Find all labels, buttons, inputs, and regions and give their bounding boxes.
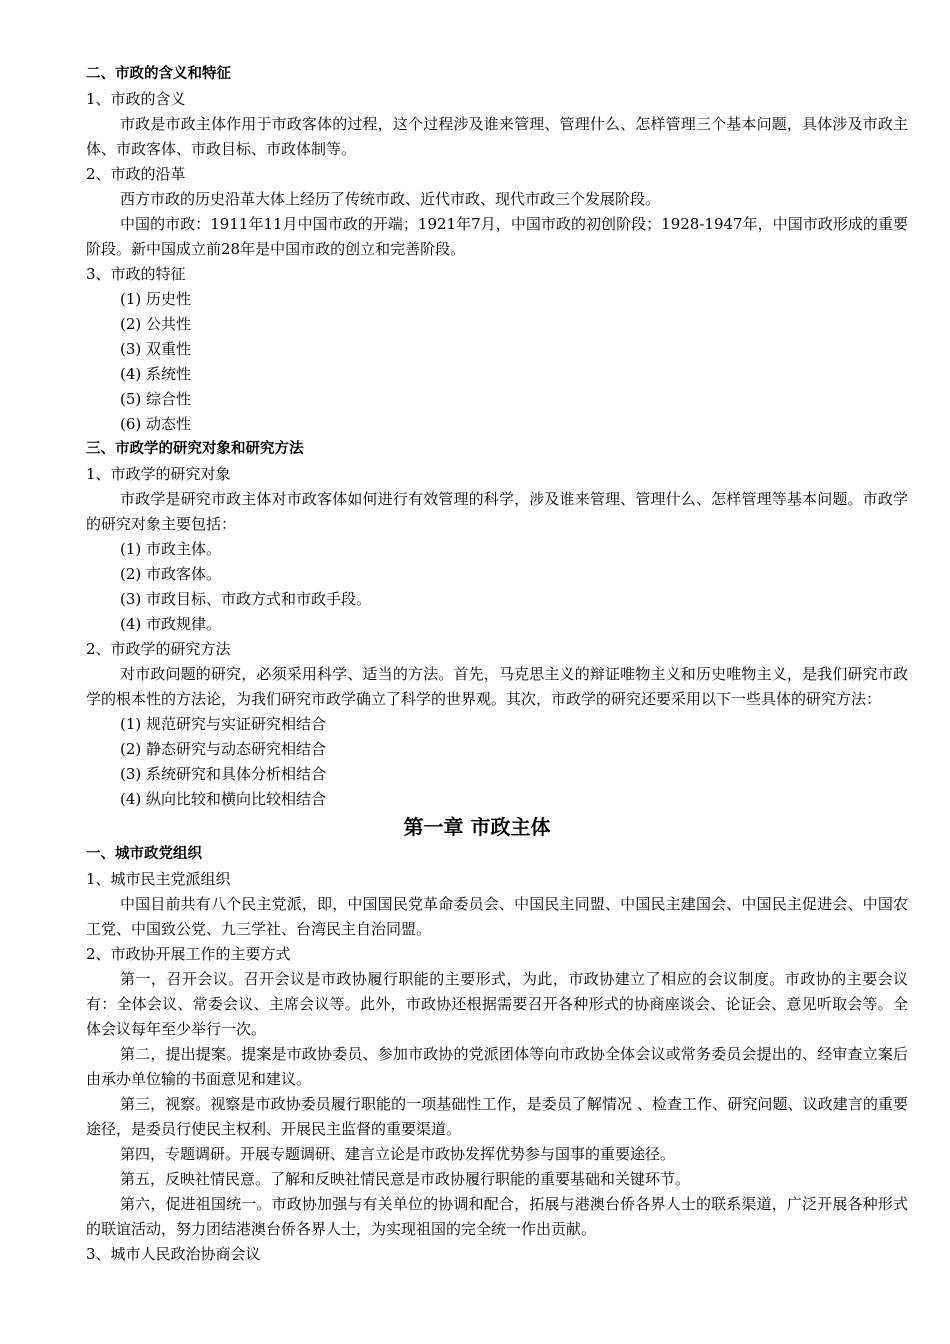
subsection-title: 1、市政学的研究对象 [86, 465, 231, 483]
list-item: (4) 市政规律。 [120, 615, 222, 633]
subsection-title: 1、城市民主党派组织 [86, 870, 231, 888]
list-item: (4) 纵向比较和横向比较相结合 [120, 790, 327, 808]
section-heading: 二、市政的含义和特征 [86, 66, 231, 82]
section-heading: 一、城市政党组织 [86, 846, 202, 862]
subsection-title: 2、市政学的研究方法 [86, 640, 231, 658]
list-item: (1) 市政主体。 [120, 540, 222, 558]
subsection-title: 2、市政协开展工作的主要方式 [86, 945, 291, 963]
subsection-title: 3、市政的特征 [86, 265, 186, 283]
paragraph: 对市政问题的研究，必须采用科学、适当的方法。首先，马克思主义的辩证唯物主义和历史唯物主义，是我们研究市政学的根本性的方法论，为我们研究市政学确立了科学的世界观。其次，市政学的研究还要采用以下一些具体的研究方法： [86, 665, 908, 708]
document-page [86, 62, 908, 1267]
paragraph: 中国的市政：1911年11月中国市政的开端；1921年7月，中国市政的初创阶段；1928-1947年，中国市政形成的重要阶段。新中国成立前28年是中国市政的创立和完善阶段。 [86, 215, 908, 258]
paragraph: 第六，促进祖国统一。市政协加强与有关单位的协调和配合，拓展与港澳台侨各界人士的联系渠道，广泛开展各种形式的联谊活动，努力团结港澳台侨各界人士，为实现祖国的完全统一作出贡献。 [86, 1195, 908, 1238]
list-item: (4) 系统性 [120, 365, 192, 383]
paragraph: 第一，召开会议。召开会议是市政协履行职能的主要形式，为此，市政协建立了相应的会议制度。市政协的主要会议有：全体会议、常委会议、主席会议等。此外，市政协还根据需要召开各种形式的协商座谈会、论证会、意见听取会等。全体会议每年至少举行一次。 [86, 970, 908, 1038]
paragraph: 第四，专题调研。开展专题调研、建言立论是市政协发挥优势参与国事的重要途径。 [120, 1145, 676, 1163]
list-item: (2) 公共性 [120, 315, 192, 333]
paragraph: 市政是市政主体作用于市政客体的过程，这个过程涉及谁来管理、管理什么、怎样管理三个基本问题，具体涉及市政主体、市政客体、市政目标、市政体制等。 [86, 115, 908, 158]
list-item: (2) 市政客体。 [120, 565, 222, 583]
list-item: (2) 静态研究与动态研究相结合 [120, 740, 327, 758]
paragraph: 第三，视察。视察是市政协委员履行职能的一项基础性工作，是委员了解情况 、检查工作、研究问题、议政建言的重要途径，是委员行使民主权利、开展民主监督的重要渠道。 [86, 1095, 908, 1138]
list-item: (5) 综合性 [120, 390, 192, 408]
subsection-title: 1、市政的含义 [86, 90, 186, 108]
paragraph: 第二，提出提案。提案是市政协委员、参加市政协的党派团体等向市政协全体会议或常务委员会提出的、经审查立案后由承办单位输的书面意见和建议。 [86, 1045, 908, 1088]
list-item: (3) 双重性 [120, 340, 192, 358]
chapter-title: 第一章 市政主体 [403, 815, 551, 839]
paragraph: 市政学是研究市政主体对市政客体如何进行有效管理的科学，涉及谁来管理、管理什么、怎样管理等基本问题。市政学的研究对象主要包括： [86, 490, 908, 533]
list-item: (6) 动态性 [120, 415, 192, 433]
paragraph: 中国目前共有八个民主党派，即，中国国民党革命委员会、中国民主同盟、中国民主建国会、中国民主促进会、中国农工党、中国致公党、九三学社、台湾民主自治同盟。 [86, 895, 908, 938]
list-item: (3) 系统研究和具体分析相结合 [120, 765, 327, 783]
paragraph: 西方市政的历史沿革大体上经历了传统市政、近代市政、现代市政三个发展阶段。 [120, 190, 661, 208]
section-heading: 三、市政学的研究对象和研究方法 [86, 441, 304, 457]
list-item: (1) 规范研究与实证研究相结合 [120, 715, 327, 733]
paragraph: 第五，反映社情民意。了解和反映社情民意是市政协履行职能的重要基础和关键环节。 [120, 1170, 691, 1188]
subsection-title: 3、城市人民政治协商会议 [86, 1245, 261, 1263]
list-item: (3) 市政目标、市政方式和市政手段。 [120, 590, 372, 608]
list-item: (1) 历史性 [120, 290, 192, 308]
subsection-title: 2、市政的沿革 [86, 165, 186, 183]
